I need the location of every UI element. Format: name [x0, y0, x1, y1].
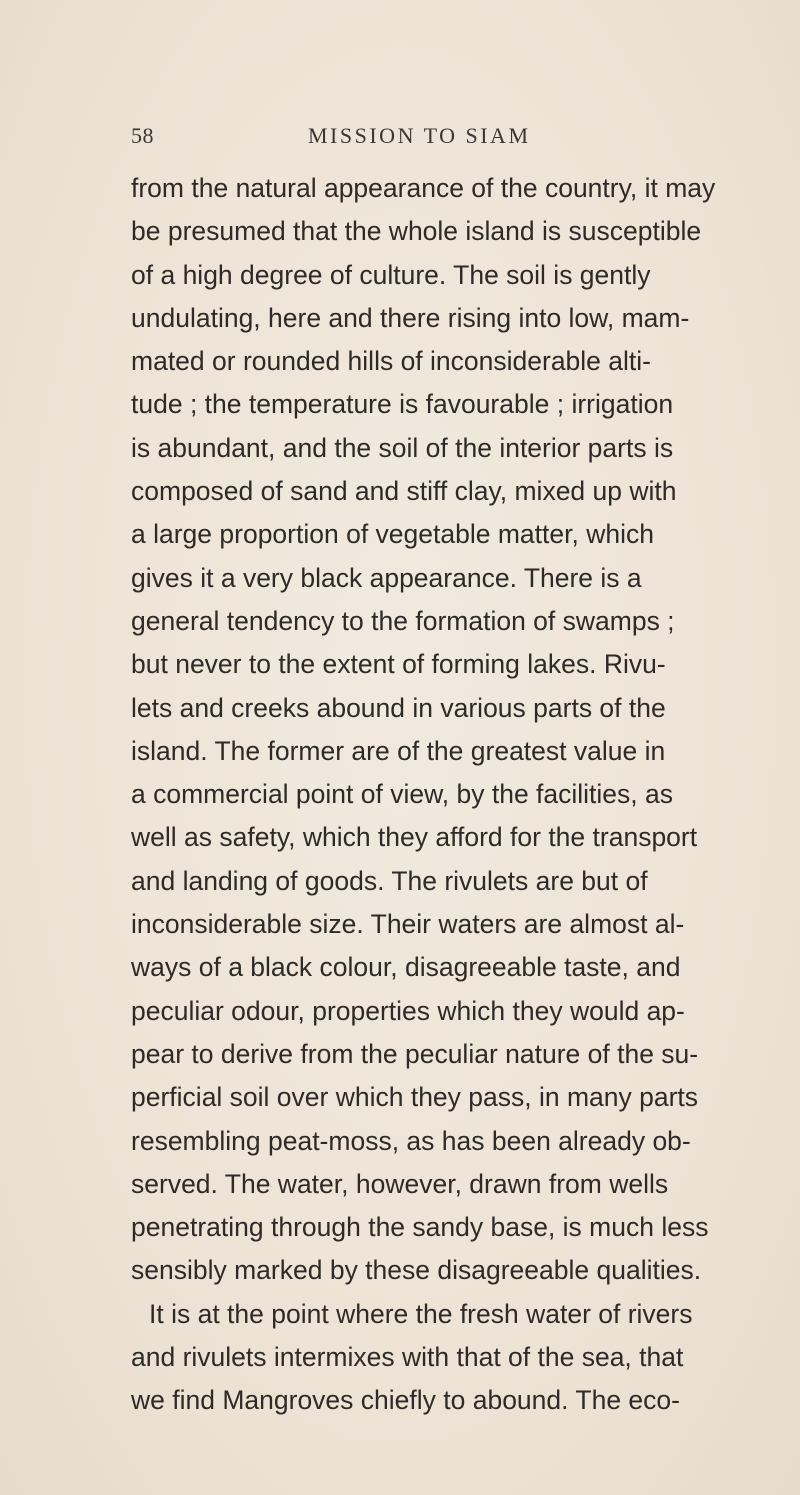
- text-line: sensibly marked by these disagreeable qualities.: [131, 1255, 702, 1286]
- text-line: island. The former are of the greatest value in: [131, 735, 666, 766]
- text-line: and rivulets intermixes with that of the sea, that: [131, 1342, 684, 1373]
- text-line: we find Mangroves chiefly to abound. The eco-: [131, 1385, 680, 1416]
- text-line: lets and creeks abound in various parts of the: [131, 692, 666, 723]
- text-line: penetrating through the sandy base, is much less: [131, 1212, 709, 1243]
- text-line: peculiar odour, properties which they would ap-: [131, 995, 685, 1026]
- text-line: of a high degree of culture. The soil is gently: [131, 259, 651, 290]
- text-line: served. The water, however, drawn from wells: [131, 1168, 669, 1199]
- text-line: gives it a very black appearance. There is a: [131, 562, 642, 593]
- page-number: 58: [131, 123, 154, 148]
- text-line: ways of a black colour, disagreeable taste, and: [131, 952, 681, 983]
- text-line: from the natural appearance of the country, it may: [131, 173, 716, 203]
- text-line: a commercial point of view, by the facilities, as: [131, 779, 674, 810]
- text-line: is abundant, and the soil of the interior parts is: [131, 432, 674, 463]
- text-line: undulating, here and there rising into low, mam-: [131, 302, 690, 333]
- text-line: perficial soil over which they pass, in many parts: [131, 1082, 699, 1113]
- running-title: MISSION TO SIAM: [308, 123, 531, 148]
- text-line: a large proportion of vegetable matter, which: [131, 519, 654, 550]
- text-line: well as safety, which they afford for the transport: [131, 822, 698, 853]
- text-line: and landing of goods. The rivulets are but of: [131, 865, 648, 896]
- body-text: [131, 167, 716, 1423]
- text-line: be presumed that the whole island is susceptible: [131, 216, 702, 247]
- text-line: resembling peat-moss, as has been already ob-: [131, 1125, 691, 1156]
- text-line: but never to the extent of forming lakes. Rivu-: [131, 649, 666, 680]
- text-line: composed of sand and stiff clay, mixed up with: [131, 476, 677, 507]
- text-line: It is at the point where the fresh water of rivers: [149, 1298, 693, 1329]
- text-line: pear to derive from the peculiar nature of the su-: [131, 1038, 699, 1069]
- running-head: [0, 123, 800, 153]
- text-line: inconsiderable size. Their waters are almost al-: [131, 909, 685, 940]
- text-line: tude ; the temperature is favourable ; irrigation: [131, 389, 674, 420]
- text-line: general tendency to the formation of swamps ;: [131, 605, 675, 636]
- text-line: mated or rounded hills of inconsiderable alti-: [131, 346, 651, 377]
